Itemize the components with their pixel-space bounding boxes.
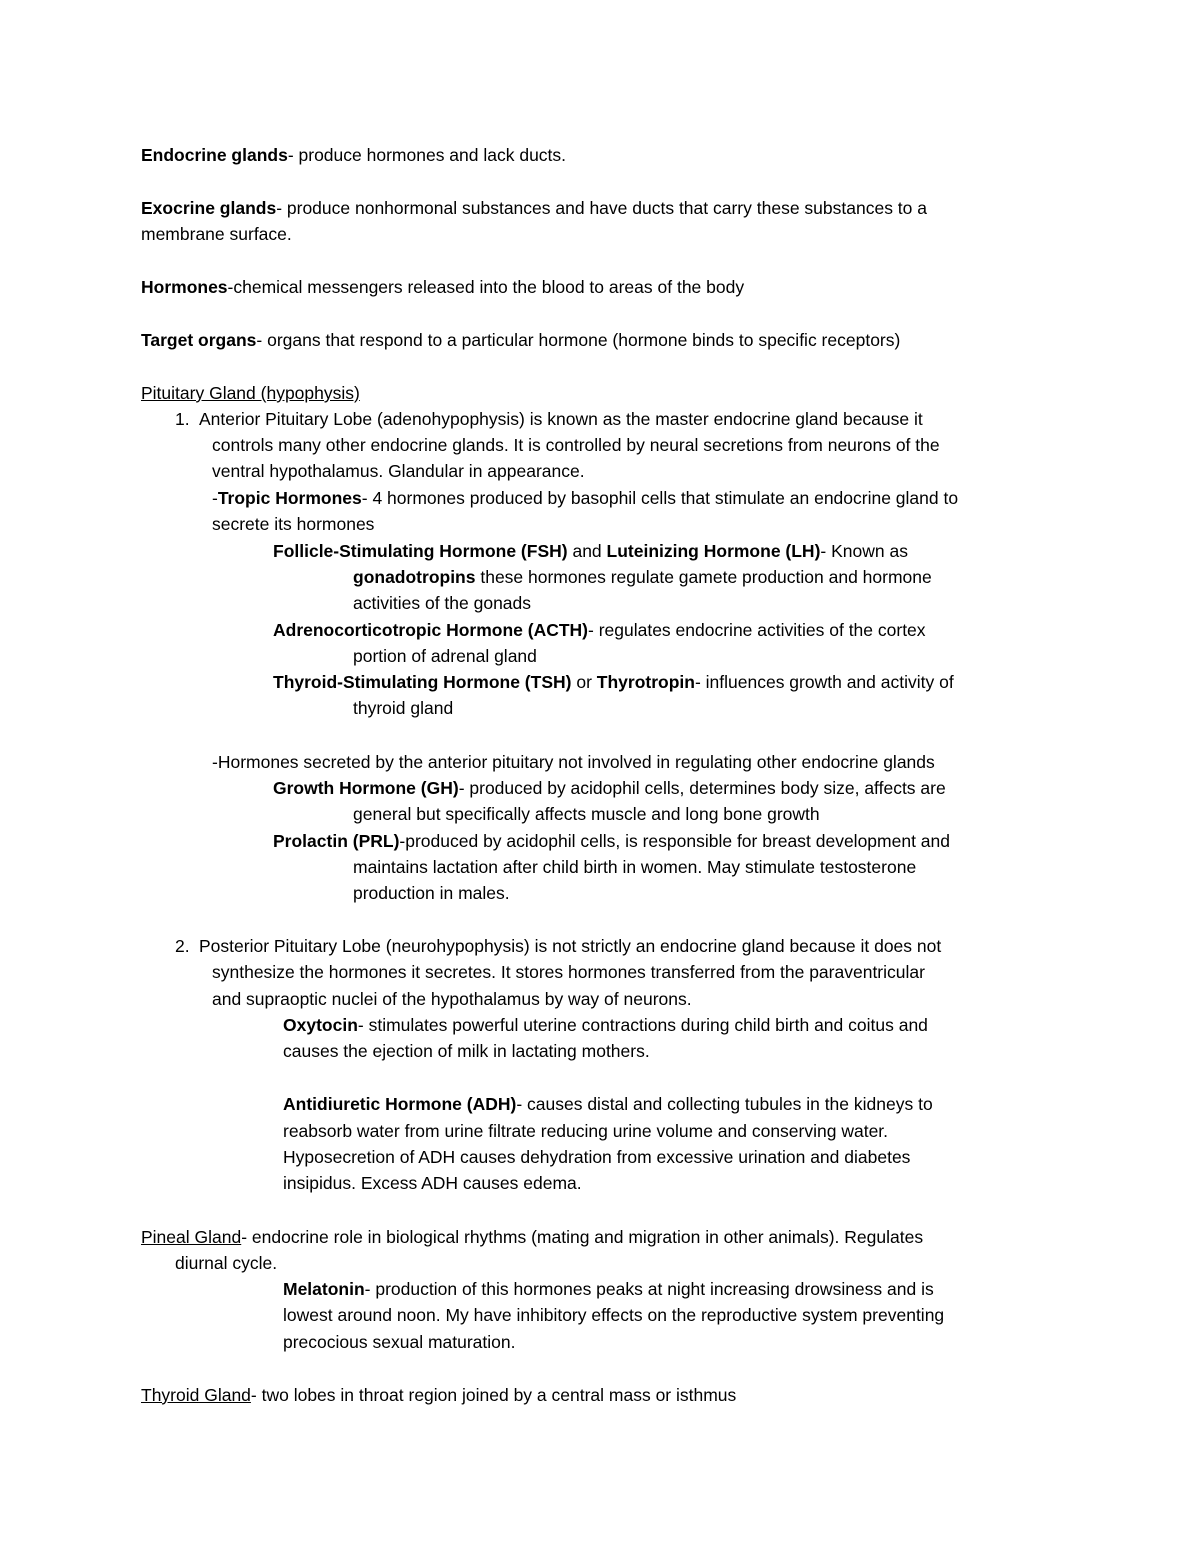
anterior-lobe-item	[175, 407, 923, 431]
definition-text: - endocrine role in biological rhythms (mating and migration in other animals). Regulates	[241, 1227, 924, 1247]
adh-entry	[283, 1092, 933, 1116]
section-heading: Pituitary Gland (hypophysis)	[141, 383, 360, 403]
list-text: controls many other endocrine glands. It is controlled by neural secretions from neurons of the	[212, 435, 940, 455]
term: Antidiuretic Hormone (ADH)	[283, 1094, 517, 1114]
definition-text: - influences growth and activity of	[694, 672, 954, 692]
term: Follicle-Stimulating Hormone (FSH)	[273, 541, 568, 561]
term: Prolactin (PRL)	[273, 831, 400, 851]
oxytocin-entry	[283, 1013, 928, 1037]
melatonin-cont	[283, 1303, 944, 1327]
list-text: Anterior Pituitary Lobe (adenohypophysis) is known as the master endocrine gland because it	[199, 409, 923, 429]
term: Melatonin	[283, 1279, 365, 1299]
gonadotropins-line	[353, 565, 932, 589]
term: Hormones	[141, 277, 228, 297]
oxytocin-cont	[283, 1039, 650, 1063]
anterior-lobe-cont	[212, 433, 940, 457]
definition-text: reabsorb water from urine filtrate reducing urine volume and conserving water.	[283, 1121, 889, 1141]
thyroid-entry	[141, 1383, 736, 1407]
list-text: ventral hypothalamus. Glandular in appearance.	[212, 461, 585, 481]
subheading: -Hormones secreted by the anterior pituitary not involved in regulating other endocrine glands	[212, 752, 935, 772]
target-organs-definition	[141, 328, 900, 352]
definition-text: -produced by acidophil cells, is responsible for breast development and	[399, 831, 950, 851]
pineal-entry	[141, 1225, 923, 1249]
gh-cont	[353, 802, 820, 826]
section-heading: Thyroid Gland	[141, 1385, 251, 1405]
term: Adrenocorticotropic Hormone (ACTH)	[273, 620, 588, 640]
definition-text: precocious sexual maturation.	[283, 1332, 516, 1352]
definition-text: portion of adrenal gland	[353, 646, 537, 666]
fsh-lh-entry	[273, 539, 908, 563]
adh-cont	[283, 1119, 888, 1143]
anterior-lobe-cont	[212, 459, 585, 483]
prl-cont	[353, 855, 916, 879]
definition-text: thyroid gland	[353, 698, 454, 718]
exocrine-definition	[141, 196, 927, 220]
pineal-cont	[175, 1251, 277, 1275]
tropic-hormones	[212, 486, 958, 510]
acth-entry	[273, 618, 926, 642]
pituitary-heading	[141, 381, 360, 405]
definition-text: membrane surface.	[141, 224, 292, 244]
definition-text: - 4 hormones produced by basophil cells that stimulate an endocrine gland to	[361, 488, 959, 508]
gonadotropins-cont	[353, 591, 531, 615]
definition-text: - Known as	[820, 541, 908, 561]
definition-text: secrete its hormones	[212, 514, 375, 534]
term: Growth Hormone (GH)	[273, 778, 459, 798]
list-number: 2.	[175, 936, 190, 956]
term: Thyroid-Stimulating Hormone (TSH)	[273, 672, 572, 692]
definition-text: - produce nonhormonal substances and have ducts that carry these substances to a	[276, 198, 927, 218]
definition-text: - regulates endocrine activities of the cortex	[588, 620, 926, 640]
term: Tropic Hormones	[217, 488, 362, 508]
posterior-lobe-cont	[212, 960, 925, 984]
definition-text: these hormones regulate gamete production and hormone	[475, 567, 932, 587]
definition-text: diurnal cycle.	[175, 1253, 278, 1273]
prl-cont	[353, 881, 510, 905]
definition-text: maintains lactation after child birth in women. May stimulate testosterone	[353, 857, 917, 877]
list-number: 1.	[175, 409, 190, 429]
melatonin-cont	[283, 1330, 515, 1354]
term: Exocrine glands	[141, 198, 277, 218]
definition-text: production in males.	[353, 883, 510, 903]
adh-cont	[283, 1145, 910, 1169]
adh-cont	[283, 1171, 582, 1195]
list-text: Posterior Pituitary Lobe (neurohypophysis) is not strictly an endocrine gland because it does not	[199, 936, 942, 956]
section-heading: Pineal Gland	[141, 1227, 242, 1247]
gh-entry	[273, 776, 946, 800]
prl-entry	[273, 829, 950, 853]
exocrine-definition-cont	[141, 222, 292, 246]
definition-text: - two lobes in throat region joined by a central mass or isthmus	[250, 1385, 737, 1405]
definition-text: -chemical messengers released into the blood to areas of the body	[227, 277, 745, 297]
definition-text: insipidus. Excess ADH causes edema.	[283, 1173, 582, 1193]
posterior-lobe-item	[175, 934, 941, 958]
definition-text: - produce hormones and lack ducts.	[287, 145, 567, 165]
dash: -	[212, 488, 218, 508]
definition-text: - causes distal and collecting tubules in the kidneys to	[516, 1094, 933, 1114]
list-text: and supraoptic nuclei of the hypothalamus by way of neurons.	[212, 989, 692, 1009]
definition-text: lowest around noon. My have inhibitory effects on the reproductive system preventing	[283, 1305, 945, 1325]
non-regulating-heading	[212, 750, 935, 774]
definition-text: - organs that respond to a particular hormone (hormone binds to specific receptors)	[256, 330, 901, 350]
hormones-definition	[141, 275, 744, 299]
definition-text: - production of this hormones peaks at night increasing drowsiness and is	[364, 1279, 934, 1299]
definition-text: causes the ejection of milk in lactating mothers.	[283, 1041, 650, 1061]
connector: and	[567, 541, 607, 561]
term: Target organs	[141, 330, 257, 350]
definition-text: - stimulates powerful uterine contractions during child birth and coitus and	[357, 1015, 928, 1035]
list-text: synthesize the hormones it secretes. It stores hormones transferred from the paraventricular	[212, 962, 925, 982]
endocrine-definition	[141, 143, 566, 167]
term: Luteinizing Hormone (LH)	[606, 541, 821, 561]
term: Endocrine glands	[141, 145, 288, 165]
acth-cont	[353, 644, 537, 668]
tsh-cont	[353, 696, 453, 720]
term: gonadotropins	[353, 567, 476, 587]
melatonin-entry	[283, 1277, 934, 1301]
connector: or	[571, 672, 597, 692]
term: Thyrotropin	[596, 672, 695, 692]
term: Oxytocin	[283, 1015, 358, 1035]
tsh-entry	[273, 670, 954, 694]
definition-text: activities of the gonads	[353, 593, 532, 613]
tropic-hormones-cont	[212, 512, 374, 536]
definition-text: general but specifically affects muscle and long bone growth	[353, 804, 820, 824]
posterior-lobe-cont	[212, 987, 692, 1011]
definition-text: Hyposecretion of ADH causes dehydration from excessive urination and diabetes	[283, 1147, 911, 1167]
definition-text: - produced by acidophil cells, determines body size, affects are	[458, 778, 946, 798]
